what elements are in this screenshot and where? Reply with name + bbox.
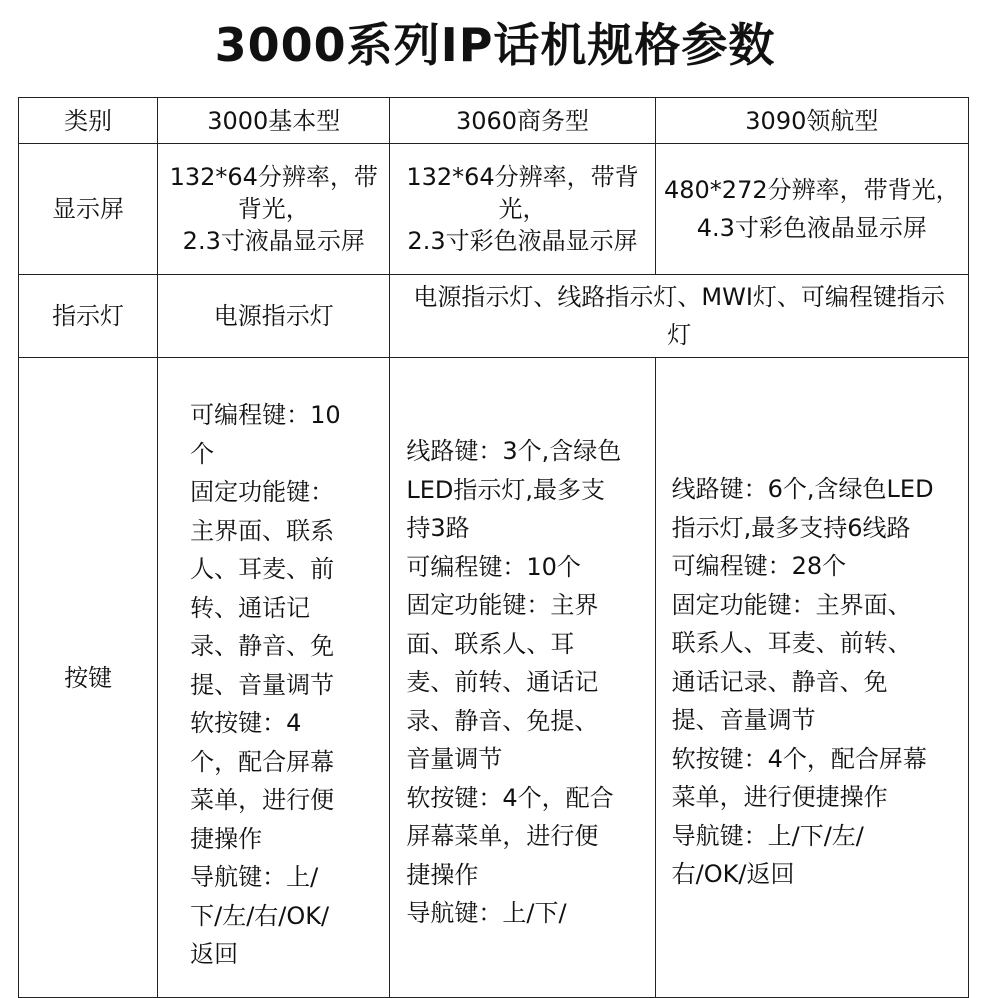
table-header-row bbox=[19, 98, 969, 144]
keys-a-line: 主界面、联系 bbox=[190, 516, 335, 545]
display-model-c-text: 480*272分辨率，带背光， 4.3寸彩色液晶显示屏 bbox=[664, 176, 960, 242]
keys-label bbox=[19, 358, 158, 998]
keys-b-line: 捷操作 bbox=[406, 860, 479, 889]
keys-c-line: 提、音量调节 bbox=[671, 706, 816, 734]
indicator-model-bc bbox=[390, 275, 969, 358]
keys-b-line: 可编程键：10个 bbox=[406, 552, 581, 581]
keys-b-line: 录、静音、免提、 bbox=[406, 706, 599, 735]
keys-a-line: 个 bbox=[190, 439, 215, 468]
keys-a-line: 返回 bbox=[190, 940, 239, 968]
keys-label-text: 按键 bbox=[64, 663, 113, 692]
keys-c-line: 可编程键：28个 bbox=[671, 552, 847, 580]
table-row-indicator bbox=[19, 275, 969, 358]
display-model-a bbox=[158, 144, 390, 275]
spec-table bbox=[18, 97, 969, 998]
keys-model-c bbox=[655, 358, 968, 998]
keys-a-line: 个，配合屏幕 bbox=[190, 747, 335, 776]
keys-c-line: 指示灯,最多支持6线路 bbox=[671, 513, 911, 542]
keys-b-line: 持3路 bbox=[406, 514, 470, 542]
keys-b-line: 面、联系人、耳 bbox=[406, 629, 575, 658]
display-model-a-text: 132*64分辨率，带 背光， 2.3寸液晶显示屏 bbox=[169, 163, 378, 255]
page-title: 3000系列IP话机规格参数 bbox=[214, 18, 776, 72]
indicator-model-bc-text: 电源指示灯、线路指示灯、MWI灯、可编程键指示 灯 bbox=[413, 283, 945, 349]
display-model-c bbox=[655, 144, 968, 275]
indicator-label-text: 指示灯 bbox=[52, 302, 125, 330]
keys-c-line: 软按键：4个，配合屏幕 bbox=[671, 744, 927, 773]
keys-a-line: 软按键：4 bbox=[190, 709, 302, 737]
header-category bbox=[19, 98, 158, 144]
keys-a-line: 固定功能键： bbox=[190, 478, 335, 506]
indicator-model-a bbox=[158, 275, 390, 358]
keys-b-line: 线路键：3个,含绿色 bbox=[406, 437, 622, 465]
keys-b-line: 导航键：上/下/ bbox=[406, 899, 567, 927]
keys-c-line: 通话记录、静音、免 bbox=[671, 667, 888, 696]
keys-a-line: 人、耳麦、前 bbox=[190, 555, 335, 583]
display-model-b-text: 132*64分辨率，带背 光， 2.3寸彩色液晶显示屏 bbox=[406, 163, 639, 255]
keys-a-line: 可编程键：10 bbox=[190, 401, 341, 429]
table-row-display bbox=[19, 144, 969, 275]
header-model-a bbox=[158, 98, 390, 144]
keys-c-line: 固定功能键：主界面、 bbox=[671, 590, 912, 619]
keys-b-line: 音量调节 bbox=[406, 745, 503, 773]
keys-a-line: 转、通话记 bbox=[190, 593, 311, 622]
keys-a-line: 导航键：上/ bbox=[190, 863, 319, 891]
keys-c-line: 线路键：6个,含绿色LED bbox=[671, 475, 934, 503]
table-row-keys bbox=[19, 358, 969, 998]
keys-c-line: 右/OK/返回 bbox=[671, 860, 795, 888]
header-model-b bbox=[390, 98, 655, 144]
display-label bbox=[19, 144, 158, 275]
keys-a-line: 捷操作 bbox=[190, 824, 263, 853]
display-label-text: 显示屏 bbox=[52, 195, 125, 223]
indicator-label bbox=[19, 275, 158, 358]
keys-model-a bbox=[158, 358, 390, 998]
keys-a-line: 下/左/右/OK/ bbox=[190, 901, 330, 930]
header-model-c bbox=[655, 98, 968, 144]
keys-a-line: 提、音量调节 bbox=[190, 670, 335, 699]
keys-b-line: 屏幕菜单，进行便 bbox=[406, 822, 599, 850]
keys-b-line: 软按键：4个，配合 bbox=[406, 783, 614, 812]
keys-b-line: 麦、前转、通话记 bbox=[406, 668, 599, 696]
keys-b-line: LED指示灯,最多支 bbox=[406, 475, 606, 504]
display-model-b bbox=[390, 144, 655, 275]
keys-c-line: 菜单，进行便捷操作 bbox=[671, 783, 888, 811]
header-model-b-text: 3060商务型 bbox=[455, 106, 590, 135]
indicator-model-a-text: 电源指示灯 bbox=[213, 302, 334, 330]
keys-c-line: 联系人、耳麦、前转、 bbox=[671, 629, 912, 657]
keys-b-line: 固定功能键：主界 bbox=[406, 591, 599, 619]
keys-a-line: 菜单，进行便 bbox=[190, 786, 335, 814]
keys-a-line: 录、静音、免 bbox=[190, 632, 335, 660]
keys-model-b bbox=[390, 358, 655, 998]
header-model-a-text: 3000基本型 bbox=[207, 106, 341, 135]
header-model-c-text: 3090领航型 bbox=[745, 106, 879, 135]
header-category-text: 类别 bbox=[64, 106, 113, 135]
keys-c-line: 导航键：上/下/左/ bbox=[671, 821, 864, 850]
